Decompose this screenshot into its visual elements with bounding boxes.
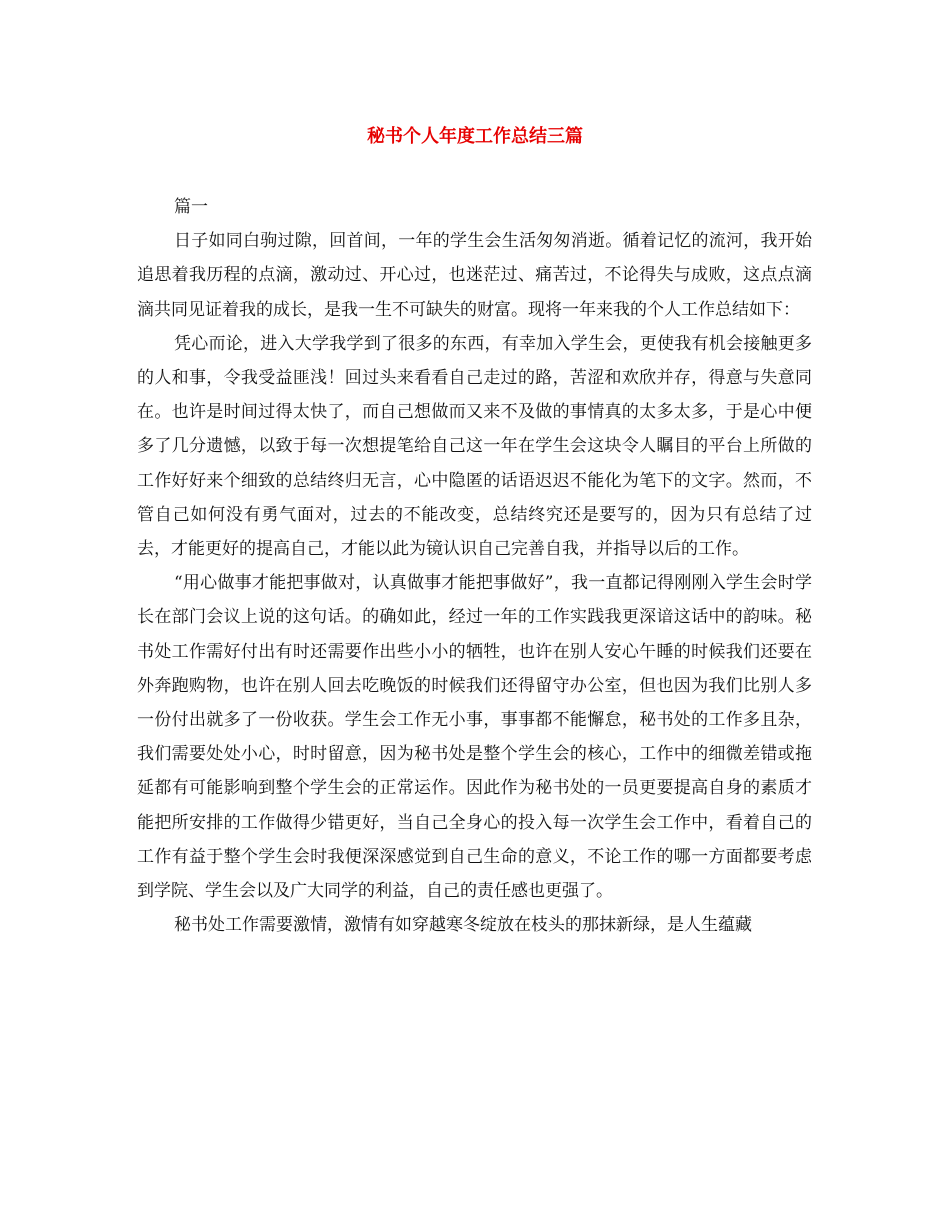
document-body [137,190,812,942]
paragraph-4: 秘书处工作需要激情，激情有如穿越寒冬绽放在枝头的那抹新绿，是人生蕴藏 [174,915,752,936]
document-title: 秘书个人年度工作总结三篇 [367,126,583,147]
section-label: 篇一 [174,197,208,217]
paragraph-3: “用心做事才能把事做对，认真做事才能把事做好”，我一直都记得刚刚入学生会时学长在部门会议上说的这句话。的确如此，经过一年的工作实践我更深谙这话中的韵味。秘书处工作需好付出有时还需要作出些小小的牺牲，也许在别人安心午睡的时候我们还要在外奔跑购物，也许在别人回去吃晚饭的时候我们还得留守办公室，但也因为我们比别人多一份付出就多了一份收获。学生会工作无小事，事事都不能懈怠，秘书处的工作多且杂，我们需要处处小心，时时留意，因为秘书处是整个学生会的核心，工作中的细微差错或拖延都有可能影响到整个学生会的正常运作。因此作为秘书处的一员更要提高自身的素质才能把所安排的工作做得少错更好，当自己全身心的投入每一次学生会工作中，看着自己的工作有益于整个学生会时我便深深感觉到自己生命的意义，不论工作的哪一方面都要考虑到学院、学生会以及广大同学的利益，自己的责任感也更强了。 [137,573,812,902]
paragraph-1: 日子如同白驹过隙，回首间，一年的学生会生活匆匆消逝。循着记忆的流河，我开始追思着我历程的点滴，激动过、开心过，也迷茫过、痛苦过，不论得失与成败，这点点滴滴共同见证着我的成长，是我一生不可缺失的财富。现将一年来我的个人工作总结如下： [137,231,812,320]
paragraph-2: 凭心而论，进入大学我学到了很多的东西，有幸加入学生会，更使我有机会接触更多的人和事，令我受益匪浅！回过头来看看自己走过的路，苦涩和欢欣并存，得意与失意同在。也许是时间过得太快了，而自己想做而又来不及做的事情真的太多太多，于是心中便多了几分遗憾，以致于每一次想提笔给自己这一年在学生会这块令人瞩目的平台上所做的工作好好来个细致的总结终归无言，心中隐匿的话语迟迟不能化为笔下的文字。然而，不管自己如何没有勇气面对，过去的不能改变，总结终究还是要写的，因为只有总结了过去，才能更好的提高自己，才能以此为镜认识自己完善自我，并指导以后的工作。 [137,333,812,560]
